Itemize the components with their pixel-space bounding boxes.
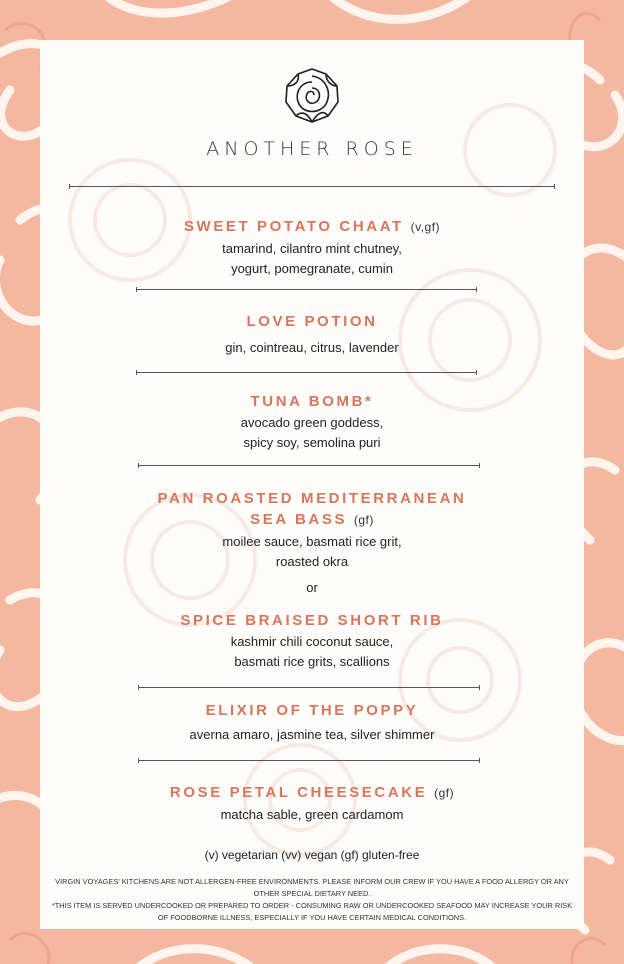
divider: [136, 289, 477, 290]
menu-item-sweet-potato-chaat: [40, 216, 584, 278]
dietary-tag: (gf): [353, 513, 374, 527]
dish-description: roasted okra: [275, 554, 349, 569]
or-separator: or: [306, 580, 318, 595]
dietary-tag: (gf): [434, 786, 455, 800]
dish-title: SPICE BRAISED SHORT RIB: [180, 612, 444, 629]
divider: [69, 186, 555, 187]
divider: [136, 372, 477, 373]
dish-description: averna amaro, jasmine tea, silver shimmer: [189, 727, 435, 742]
dish-title: ELIXIR OF THE POPPY: [205, 702, 419, 719]
menu-item-elixir-of-the-poppy: [40, 700, 584, 744]
dish-description: yogurt, pomegranate, cumin: [231, 261, 393, 276]
dish-title-cont: SEA BASS: [250, 511, 348, 528]
disclaimer-line: OTHER SPECIAL DIETARY NEED.: [253, 889, 371, 898]
dish-title: LOVE POTION: [246, 313, 378, 330]
dietary-legend: (v) vegetarian (vv) vegan (gf) gluten-free: [204, 848, 420, 862]
dish-description: spicy soy, semolina puri: [243, 435, 381, 450]
dish-description: basmati rice grits, scallions: [234, 654, 390, 669]
dish-description: moilee sauce, basmati rice grit,: [222, 534, 402, 549]
menu-item-love-potion: [40, 311, 584, 357]
dish-title: TUNA BOMB*: [250, 393, 374, 410]
menu-item-sea-bass: [40, 488, 584, 571]
dietary-tag: (v,gf): [410, 220, 441, 234]
disclaimer-line: *THIS ITEM IS SERVED UNDERCOOKED OR PREPARED TO ORDER - CONSUMING RAW OR UNDERCOOKED SEAFOOD MAY INCREASE YOUR RISK: [51, 901, 573, 910]
divider: [138, 760, 480, 761]
dish-description: kashmir chili coconut sauce,: [230, 634, 394, 649]
disclaimer-line: VIRGIN VOYAGES' KITCHENS ARE NOT ALLERGEN-FREE ENVIRONMENTS. PLEASE INFORM OUR CREW IF YOU HAVE A FOOD ALLERGY OR ANY: [55, 877, 569, 886]
menu-item-tuna-bomb: [40, 391, 584, 452]
menu-item-rose-petal-cheesecake: [40, 782, 584, 824]
rose-icon: [282, 66, 342, 126]
divider: [138, 465, 480, 466]
menu-card: [40, 40, 584, 929]
dish-title: ROSE PETAL CHEESECAKE: [169, 784, 428, 801]
dish-description: gin, cointreau, citrus, lavender: [225, 340, 399, 355]
divider: [138, 687, 480, 688]
restaurant-name: ANOTHER ROSE: [206, 138, 418, 160]
dish-description: avocado green goddess,: [240, 415, 384, 430]
allergen-disclaimer: [46, 876, 578, 924]
disclaimer-line: OF FOODBORNE ILLNESS, ESPECIALLY IF YOU HAVE CERTAIN MEDICAL CONDITIONS.: [157, 913, 467, 922]
dish-title: PAN ROASTED MEDITERRANEAN: [157, 490, 467, 507]
dish-description: tamarind, cilantro mint chutney,: [222, 241, 402, 256]
dish-description: matcha sable, green cardamom: [220, 807, 404, 822]
dish-title: SWEET POTATO CHAAT: [183, 218, 404, 235]
menu-item-short-rib: [40, 610, 584, 671]
